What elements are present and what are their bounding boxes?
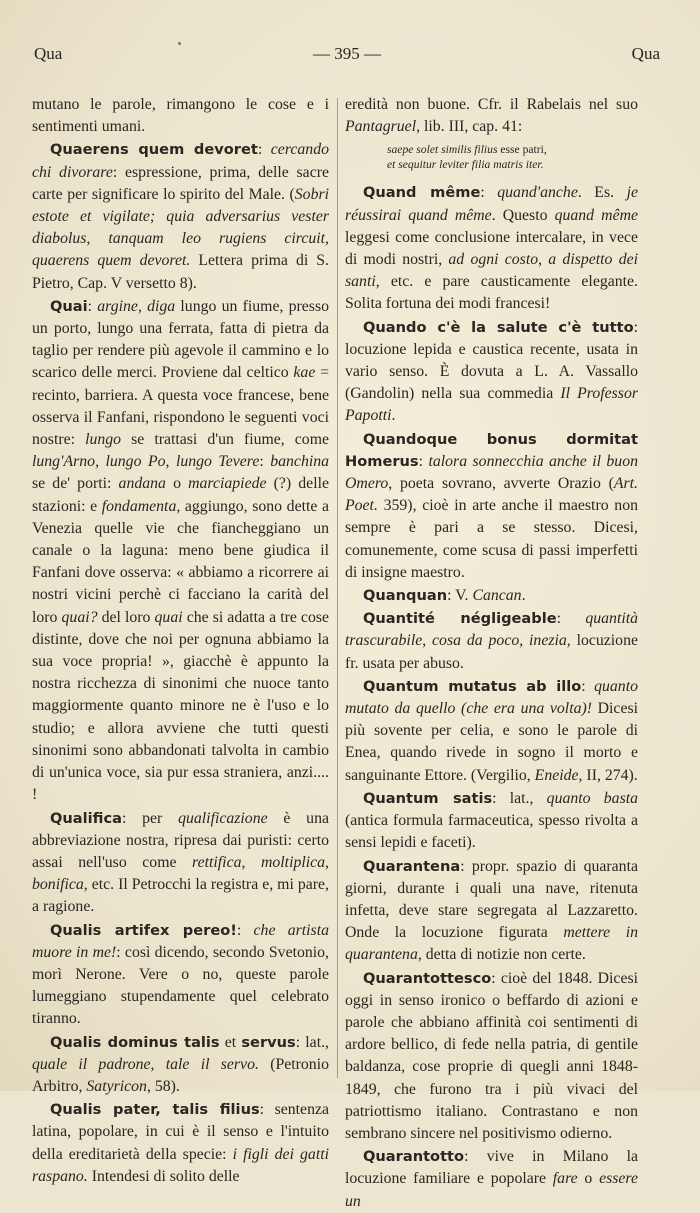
body-text: : per: [121, 809, 179, 827]
body-text: , lib. III, cap. 41:: [416, 118, 523, 136]
body-text: = recinto, barriera. A questa voce francese, bene osserva il Fanfani, rispondono le seguenti voci nostre:: [32, 364, 329, 449]
italic-text: Sobri estote et vigilate; quia adversarius vester diabolus, tanquam leo rugiens circuit, quaerens quem devoret.: [32, 185, 329, 270]
italic-text: lung'Arno: [32, 453, 96, 471]
body-text: . Es.: [577, 184, 627, 202]
body-text: :: [418, 452, 429, 470]
headword: Quandoque bonus dormitat Homerus: [345, 430, 638, 470]
italic-text: quand'anche: [497, 184, 578, 202]
italic-text: quantità trascurabile: [345, 610, 639, 650]
italic-text: mettere in quarantena: [345, 924, 638, 964]
headword: Quando c'è la salute c'è tutto: [363, 318, 634, 336]
body-text: Intendesi di solito delle: [87, 1167, 240, 1185]
italic-text: kae: [293, 364, 316, 382]
body-text: .: [521, 587, 526, 605]
body-text: che si adatta a tre cose distinte, dove che noi per ognuna abbiamo la sua voce propria! », giacchè è appunto la nostra ricchezza di sinonimi che nuoce tanto maggiormente quanto minore ne è l'uso e lo studio; e allora avviene che tutti questi sinonimi sono abbandonati talvolta in cambio di un'unica voce, sia pur essa straniera, anzi.... !: [32, 608, 330, 804]
right-entries: [345, 182, 638, 1212]
dictionary-entry: [32, 139, 329, 294]
body-text: se de' porti:: [32, 475, 119, 493]
body-text: , locuzione fr. usata per abuso.: [345, 632, 638, 672]
dictionary-entry: [32, 920, 329, 1031]
italic-text: lungo Po: [105, 453, 166, 471]
italic-text: diga: [147, 297, 176, 315]
italic-text: inezia: [529, 632, 567, 650]
header-left-guideword: Qua: [34, 44, 63, 63]
headword: Quaerens quem devoret: [50, 141, 258, 159]
dictionary-entry: [345, 856, 638, 967]
dictionary-entry: [32, 296, 329, 807]
italic-text: lungo Tevere: [175, 453, 260, 471]
header-right-guideword: Qua: [631, 44, 660, 63]
body-text: : vive in Milano la locuzione familiare e popolare: [345, 1148, 638, 1188]
italic-text: fare: [552, 1170, 578, 1188]
body-text: , aggiungo, sono dette a Venezia quelle vie che fiancheggiano un canale o la laguna: meno bene giudica il Fanfani dove osserva: « abbiamo a ricorrere ai nostri vicini perchè ci facciano la carità del loro: [32, 497, 329, 626]
body-text: : espressione, prima, delle sacre carte per significare lo spirito del Male. (: [32, 163, 329, 203]
italic-text: quand même: [554, 206, 638, 224]
italic-text: quanto basta: [546, 789, 638, 807]
body-text: ,: [325, 853, 329, 871]
headword: Quanquan: [363, 587, 448, 605]
body-text: :: [87, 297, 98, 315]
headword: Quantum mutatus ab illo: [363, 677, 582, 695]
quotation-line-1: [387, 142, 638, 157]
body-text: ,: [95, 453, 106, 471]
headword: Quand même: [363, 184, 481, 202]
body-text: :: [259, 453, 271, 471]
italic-text: quanto mutato da quello (che era una volta)!: [345, 677, 638, 718]
headword: Qualis artifex pereo!: [50, 921, 237, 939]
body-text: ,: [241, 853, 261, 871]
dictionary-entry: [345, 676, 638, 787]
quotation-line-1-italic: saepe solet similis filius: [387, 143, 498, 157]
dictionary-entry: [345, 317, 638, 428]
column-divider: [337, 98, 338, 1078]
headword: Quantum satis: [363, 789, 493, 807]
page-number: — 395 —: [313, 44, 381, 63]
body-text: eredità non buone. Cfr. il Rabelais nel suo: [345, 96, 638, 113]
italic-text: Il Professor Papotti: [345, 385, 638, 425]
italic-text: marciapiede: [188, 475, 267, 493]
italic-text: je réussirai quand même: [345, 184, 638, 224]
italic-text: essere un: [345, 1170, 638, 1210]
body-text: , etc. Il Petrocchi la registra e, mi pare, a ragione.: [32, 876, 329, 916]
dictionary-entry: [345, 608, 638, 675]
body-text: 359), cioè in arte anche il maestro non sempre è pari a se stesso. Dicesi, comunemente, come scusa di passi imperfetti di insigne maestro.: [345, 497, 638, 581]
body-text: ,: [519, 632, 530, 650]
dictionary-entry: [32, 1099, 329, 1188]
body-text: ,: [165, 453, 176, 471]
dictionary-entry: [345, 788, 638, 855]
headword: servus: [241, 1033, 296, 1051]
right-column: [345, 94, 639, 1210]
body-text: : V.: [447, 587, 473, 605]
dictionary-entry: [345, 585, 638, 607]
body-text: o: [577, 1170, 600, 1188]
body-text: ,: [137, 297, 148, 315]
body-text: mutano le parole, rimangono le cose e i sentimenti umani.: [32, 96, 329, 136]
quotation-line-2: et sequitur leviter filia matris iter.: [387, 158, 544, 172]
body-text: .: [391, 407, 396, 425]
headword: Qualifica: [50, 809, 122, 827]
headword: Qualis pater, talis filius: [50, 1101, 260, 1119]
italic-text: che artista muore in me!: [32, 921, 329, 961]
headword: Quantité négligeable: [363, 610, 557, 628]
italic-text: quale il padrone, tale il servo.: [32, 1055, 259, 1073]
dictionary-entry: [345, 182, 638, 315]
body-text: : locuzione lepida e caustica recente, usata in vario senso. È dovuta a L. A. Vassallo (Gandolin) nella sua commedia: [345, 318, 638, 403]
body-text: (Petronio Arbitro,: [32, 1055, 329, 1095]
body-text: : così dicendo, secondo Svetonio, morì Nerone. Vere o no, queste parole lumeggiano stupendamente quel celebrato tiranno.: [32, 943, 329, 1028]
italic-text: Art. Poet.: [345, 475, 638, 515]
italic-text: qualificazione: [178, 809, 268, 827]
dictionary-entry: [32, 808, 329, 919]
body-text: è una abbreviazione nostra, ripresa dai puristi: certo assai nell'uso come: [32, 809, 329, 871]
italic-text: andana: [118, 475, 166, 493]
print-speck: [178, 42, 181, 45]
italic-text: argine: [97, 297, 138, 315]
body-text: : sentenza latina, popolare, in cui è il senso e l'intuito della ereditarietà della specie:: [32, 1101, 329, 1163]
italic-text: quai?: [61, 608, 98, 626]
italic-text: ad ogni costo: [448, 251, 539, 269]
italic-text: i figli dei gatti raspano.: [32, 1145, 330, 1185]
italic-text: banchina: [270, 453, 330, 471]
dictionary-entry: [32, 1032, 329, 1099]
body-text: :: [556, 610, 586, 628]
italic-text: talora sonnecchia anche il buon Omero: [345, 452, 639, 493]
italic-text: Cancan: [472, 587, 522, 605]
running-head: [34, 44, 660, 70]
quotation-line-1-roman: esse patri,: [497, 143, 547, 157]
body-text: : lat.,: [492, 789, 547, 807]
headword: Quarantottesco: [363, 969, 492, 987]
latin-quotation: [345, 142, 638, 172]
italic-text: Pantagruel: [345, 118, 417, 136]
italic-text: quai: [154, 608, 183, 626]
headword: Qualis dominus talis: [50, 1033, 220, 1051]
italic-text: cosa da poco: [432, 632, 520, 650]
body-text: se trattasi d'un fiume, come: [121, 431, 330, 449]
body-text: (antica formula farmaceutica, spesso rivolta a sensi lepidi e faceti).: [345, 812, 638, 852]
body-text: : propr. spazio di quaranta giorni, durante i quali una nave, ritenuta infetta, deve stare segregata al Lazzaretto. Onde la locuzione figurata: [345, 857, 638, 942]
body-text: (?) delle stazioni: e: [32, 475, 329, 515]
body-text: Lettera prima di S. Pietro, Cap. V versetto 8).: [32, 252, 330, 292]
body-text: . Questo: [491, 206, 555, 224]
body-text: , poeta sovrano, avverte Orazio (: [388, 475, 614, 493]
left-column: [32, 94, 330, 1185]
body-text: et: [219, 1033, 242, 1051]
dictionary-entry: [345, 1146, 638, 1213]
body-text: , II, 274).: [578, 766, 638, 784]
italic-text: moltiplica: [260, 853, 326, 871]
headword: Quarantena: [363, 857, 461, 875]
italic-text: rettifica: [192, 853, 242, 871]
body-text: leggesi come conclusione intercalare, in vece di modi nostri,: [345, 228, 638, 269]
dictionary-entry: [345, 968, 638, 1146]
body-text: o: [165, 475, 189, 493]
italic-text: fondamenta: [101, 497, 177, 515]
body-text: ,: [538, 251, 549, 269]
body-text: :: [257, 141, 271, 159]
continued-paragraph: [32, 94, 329, 138]
body-text: :: [236, 921, 254, 939]
body-text: del loro: [97, 608, 155, 626]
body-text: lungo un fiume, presso un porto, lungo una ferrata, fatta di pietra da taglio per rendere più agevole il cammino e lo scarico delle merci. Proviene dal celtico: [32, 297, 329, 382]
italic-text: Satyricon: [86, 1077, 147, 1095]
italic-text: a dispetto dei santi: [345, 251, 638, 291]
continued-paragraph: [345, 94, 638, 138]
headword: Quarantotto: [363, 1148, 465, 1166]
body-text: , 58).: [146, 1077, 180, 1095]
italic-text: cercando chi divorare: [32, 141, 329, 181]
italic-text: bonifica: [32, 876, 84, 894]
italic-text: lungo: [85, 431, 122, 449]
body-text: ,: [422, 632, 433, 650]
dictionary-entry: [345, 429, 638, 584]
headword: Quai: [50, 297, 88, 315]
body-text: : lat.,: [295, 1033, 329, 1051]
body-text: Dicesi più sovente per celia, e sono le parole di Enea, quando rivede in sogno il morto e sanguinante Ettore. (Vergilio,: [345, 700, 638, 784]
body-text: :: [480, 184, 498, 202]
body-text: :: [581, 677, 595, 695]
italic-text: Eneide: [534, 766, 579, 784]
body-text: , etc. e pare causticamente elegante. Solita fortuna dei modi francesi!: [345, 273, 638, 313]
body-text: : cioè del 1848. Dicesi oggi in senso ironico o beffardo di azioni e parole che abbiano affinità coi sentimenti di ardore bellico, di fede nella patria, di gentile baldanza, cose proprie di quegli anni 1848-1849, che furono tra i più vivaci del patriottismo italiano. Contrastano e non sembrano sincere nel positivismo odierno.: [345, 969, 638, 1142]
body-text: , detta di notizie non certe.: [417, 946, 586, 964]
